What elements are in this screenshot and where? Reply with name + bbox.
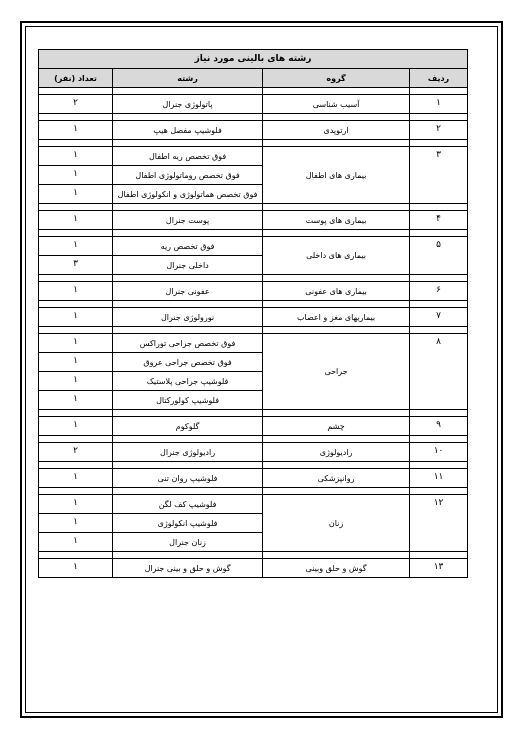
- group-cell: ارتوپدی: [263, 121, 410, 140]
- count-cell: ۱: [39, 185, 113, 204]
- row-number-cell: ۱۰: [410, 443, 468, 462]
- group-cell: بیماری های داخلی: [263, 237, 410, 275]
- table-row: [39, 559, 468, 578]
- header-count: تعداد (نفر): [39, 69, 113, 88]
- count-cell: ۲: [39, 95, 113, 114]
- row-number-cell: ۴: [410, 211, 468, 230]
- group-spacer: [39, 140, 468, 147]
- field-cell: فلوشیپ جراحی پلاستیک: [113, 372, 263, 391]
- table-row: [39, 308, 468, 327]
- table-row: [39, 282, 468, 301]
- count-cell: ۱: [39, 147, 113, 166]
- field-cell: پاتولوژی جنرال: [113, 95, 263, 114]
- table-row: [39, 121, 468, 140]
- row-number-cell: ۷: [410, 308, 468, 327]
- count-cell: ۱: [39, 469, 113, 488]
- group-spacer: [39, 462, 468, 469]
- group-cell: آسیب شناسی: [263, 95, 410, 114]
- table-body: [39, 88, 468, 578]
- group-cell: چشم: [263, 417, 410, 436]
- count-cell: ۱: [39, 417, 113, 436]
- count-cell: ۱: [39, 334, 113, 353]
- table-row: [39, 469, 468, 488]
- count-cell: ۱: [39, 559, 113, 578]
- count-cell: ۱: [39, 372, 113, 391]
- field-cell: فوق تخصص روماتولوژی اطفال: [113, 166, 263, 185]
- table-row: [39, 95, 468, 114]
- field-cell: پوست جنرال: [113, 211, 263, 230]
- row-number-cell: ۵: [410, 237, 468, 275]
- field-cell: فلوشیپ روان تنی: [113, 469, 263, 488]
- field-cell: فلوشیپ انکولوژی: [113, 514, 263, 533]
- field-cell: فوق تخصص جراحی توراکس: [113, 334, 263, 353]
- field-cell: فوق تخصص هماتولوژی و انکولوژی اطفال: [113, 185, 263, 204]
- group-spacer: [39, 114, 468, 121]
- row-number-cell: ۱: [410, 95, 468, 114]
- table-row: [39, 237, 468, 256]
- table-row: [39, 334, 468, 353]
- table-row: [39, 495, 468, 514]
- group-cell: بیماری های اطفال: [263, 147, 410, 204]
- group-spacer: [39, 410, 468, 417]
- group-cell: روانپزشکی: [263, 469, 410, 488]
- row-number-cell: ۱۱: [410, 469, 468, 488]
- header-row-number: ردیف: [410, 69, 468, 88]
- field-cell: داخلی جنرال: [113, 256, 263, 275]
- group-cell: رادیولوژی: [263, 443, 410, 462]
- group-spacer: [39, 88, 468, 95]
- row-number-cell: ۹: [410, 417, 468, 436]
- table-title: رشته های بالینی مورد نیاز: [39, 50, 468, 69]
- group-cell: زنان: [263, 495, 410, 552]
- field-cell: گلوکوم: [113, 417, 263, 436]
- count-cell: ۱: [39, 282, 113, 301]
- table-row: [39, 211, 468, 230]
- field-cell: فلوشیپ کف لگن: [113, 495, 263, 514]
- count-cell: ۱: [39, 237, 113, 256]
- group-spacer: [39, 301, 468, 308]
- row-number-cell: ۱۳: [410, 559, 468, 578]
- group-spacer: [39, 488, 468, 495]
- row-number-cell: ۸: [410, 334, 468, 410]
- row-number-cell: ۶: [410, 282, 468, 301]
- field-cell: فوق تخصص ریه اطفال: [113, 147, 263, 166]
- field-cell: رادیولوژی جنرال: [113, 443, 263, 462]
- group-spacer: [39, 275, 468, 282]
- group-cell: بیماری های عفونی: [263, 282, 410, 301]
- count-cell: ۲: [39, 443, 113, 462]
- group-spacer: [39, 230, 468, 237]
- header-group: گروه: [263, 69, 410, 88]
- group-cell: بیماریهای مغز و اعصاب: [263, 308, 410, 327]
- count-cell: ۱: [39, 166, 113, 185]
- count-cell: ۱: [39, 353, 113, 372]
- field-cell: عفونی جنرال: [113, 282, 263, 301]
- field-cell: زنان جنرال: [113, 533, 263, 552]
- field-cell: فوق تخصص جراحی عروق: [113, 353, 263, 372]
- count-cell: ۱: [39, 211, 113, 230]
- group-spacer: [39, 436, 468, 443]
- row-number-cell: ۳: [410, 147, 468, 204]
- count-cell: ۱: [39, 533, 113, 552]
- field-cell: نورولوژی جنرال: [113, 308, 263, 327]
- table-row: [39, 147, 468, 166]
- group-spacer: [39, 552, 468, 559]
- field-cell: فلوشیپ مفصل هیپ: [113, 121, 263, 140]
- row-number-cell: ۲: [410, 121, 468, 140]
- count-cell: ۱: [39, 121, 113, 140]
- count-cell: ۱: [39, 308, 113, 327]
- row-number-cell: ۱۲: [410, 495, 468, 552]
- count-cell: ۳: [39, 256, 113, 275]
- field-cell: فوق تخصص ریه: [113, 237, 263, 256]
- field-cell: گوش و حلق و بینی جنرال: [113, 559, 263, 578]
- table-row: [39, 417, 468, 436]
- group-cell: جراحی: [263, 334, 410, 410]
- count-cell: ۱: [39, 495, 113, 514]
- count-cell: ۱: [39, 391, 113, 410]
- table-row: [39, 443, 468, 462]
- group-spacer: [39, 204, 468, 211]
- field-cell: فلوشیپ کولورکتال: [113, 391, 263, 410]
- group-cell: گوش و حلق وبینی: [263, 559, 410, 578]
- clinical-fields-table: [38, 49, 468, 578]
- group-spacer: [39, 327, 468, 334]
- group-cell: بیماری های پوست: [263, 211, 410, 230]
- count-cell: ۱: [39, 514, 113, 533]
- header-field: رشته: [113, 69, 263, 88]
